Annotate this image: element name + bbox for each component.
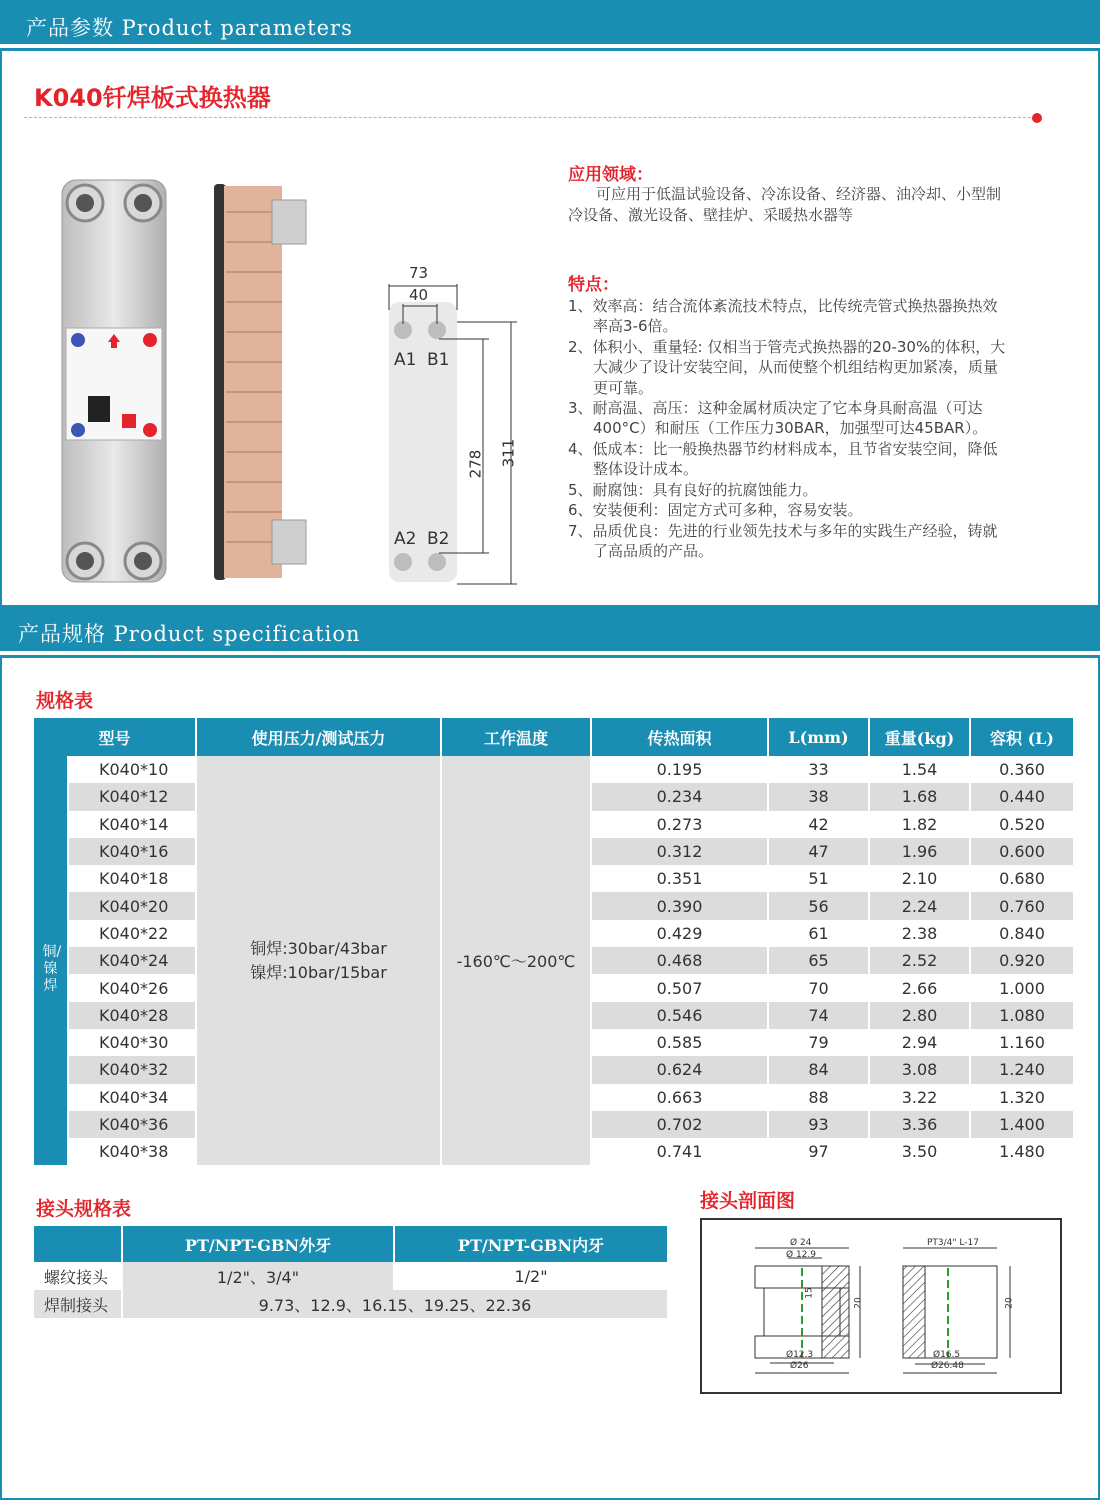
weight-cell: 2.52 [869,947,970,974]
product-title: K040钎焊板式换热器 [34,84,271,112]
feature-line: 整体设计成本。 [593,460,699,478]
model-cell: K040*18 [68,865,196,892]
application-line-2: 冷设备、激光设备、壁挂炉、采暖热水器等 [568,206,854,224]
weight-cell: 2.80 [869,1002,970,1029]
spec-table [34,718,1073,1165]
volume-cell: 1.160 [999,1033,1045,1053]
volume-cell: 0.600 [970,838,1073,865]
length-cell: 93 [768,1111,869,1138]
volume-cell: 0.680 [999,869,1045,889]
feature-line: 大减少了设计安装空间，从而使整个机组结构更加紧凑，质量 [593,358,999,376]
feature-line: 5、耐腐蚀：具有良好的抗腐蚀能力。 [568,481,818,499]
length-cell: 70 [768,974,869,1001]
weight-cell: 2.38 [869,920,970,947]
volume-cell: 0.920 [970,947,1073,974]
length-cell: 88 [768,1084,869,1111]
table-row [34,1262,667,1290]
volume-cell: 1.400 [970,1111,1073,1138]
area-cell: 0.585 [591,1029,768,1056]
length-cell: 56 [768,892,869,919]
area-cell: 0.351 [591,865,768,892]
section-header-parameters [0,0,1100,44]
conn-cell: 1/2"、3/4" [122,1262,394,1290]
weight-cell: 1.54 [869,756,970,783]
section-title: 产品参数 Product parameters [26,16,353,40]
model-cell: K040*12 [68,783,196,810]
length-cell: 38 [768,783,869,810]
conn-row-label: 螺纹接头 [34,1262,122,1290]
area-cell: 0.429 [591,920,768,947]
conn-col-male: PT/NPT-GBN外牙 [122,1226,394,1262]
sd-right-d-bottom1: Ø16.5 [933,1350,961,1360]
sd-right-d-bottom2: Ø26.48 [931,1361,964,1371]
model-cell: K040*32 [68,1056,196,1083]
dim-inner-height: 278 [466,449,485,479]
sd-left-d-outer: Ø 24 [790,1238,812,1248]
length-cell: 42 [768,811,869,838]
length-cell: 51 [768,865,869,892]
port-label-a1: A1 [394,350,417,370]
area-cell: 0.468 [591,947,768,974]
feature-line: 3、耐高温、高压：这种金属材质决定了它本身具耐高温（可达 [568,399,983,417]
conn-cell: 1/2" [394,1262,667,1290]
features-heading: 特点： [568,275,619,295]
area-cell: 0.741 [591,1138,768,1165]
area-cell: 0.234 [591,783,768,810]
conn-col-female: PT/NPT-GBN内牙 [394,1226,667,1262]
connector-table [34,1226,667,1318]
feature-line: 6、安装便利：固定方式可多种，容易安装。 [568,501,863,519]
weight-cell: 3.22 [869,1084,970,1111]
weight-cell: 2.94 [869,1029,970,1056]
area-cell: 0.546 [591,1002,768,1029]
col-temperature: 工作温度 [441,718,591,756]
title-dotted-rule [24,117,1036,118]
port-label-b2: B2 [427,529,450,549]
col-length: L(mm) [768,718,869,756]
volume-cell: 1.240 [970,1056,1073,1083]
model-cell: K040*26 [68,974,196,1001]
area-cell: 0.624 [591,1056,768,1083]
group-label: 铜/镍焊 [42,943,62,994]
group-label-cell [34,756,68,1029]
connector-heading: 接头规格表 [36,1198,132,1220]
pressure-cell [196,756,441,1165]
model-cell: K040*38 [68,1138,196,1165]
area-cell: 0.702 [591,1111,768,1138]
dim-outer-height: 311 [499,438,518,468]
volume-cell: 0.440 [970,783,1073,810]
col-model: 型号 [34,718,196,756]
port-label-a2: A2 [394,529,417,549]
length-cell: 74 [768,1002,869,1029]
length-cell: 84 [768,1056,869,1083]
col-pressure: 使用压力/测试压力 [196,718,441,756]
weight-cell: 1.82 [869,811,970,838]
col-volume: 容积 (L) [970,718,1073,756]
area-cell: 0.312 [591,838,768,865]
weight-cell: 3.08 [869,1056,970,1083]
model-cell: K040*22 [68,920,196,947]
volume-cell: 1.320 [999,1087,1045,1107]
length-cell: 97 [768,1138,869,1165]
area-cell: 0.663 [591,1084,768,1111]
product-front-photo [58,178,170,586]
sd-right-thread: PT3/4" L-17 [927,1238,979,1248]
sd-left-d-bottom1: Ø12.3 [786,1350,814,1360]
model-cell: K040*34 [68,1084,196,1111]
feature-line: 1、效率高：结合流体紊流技术特点，比传统壳管式换热器换热效 [568,297,998,315]
model-cell: K040*14 [68,811,196,838]
sd-left-h2: 20 [853,1297,864,1309]
model-cell: K040*24 [68,947,196,974]
model-cell: K040*28 [68,1002,196,1029]
table-row [34,1290,667,1318]
group-label-cell [34,1029,68,1165]
volume-cell: 0.840 [999,923,1045,943]
volume-cell: 1.080 [970,1002,1073,1029]
weight-cell: 3.36 [869,1111,970,1138]
weight-cell: 2.24 [869,892,970,919]
product-side-photo [212,182,312,584]
pressure-line: 铜焊:30bar/43bar [250,938,387,958]
length-cell: 33 [768,756,869,783]
area-cell: 0.390 [591,892,768,919]
col-weight: 重量(kg) [869,718,970,756]
sd-left-h1: 15 [804,1287,815,1299]
section-header-specification [0,607,1100,651]
area-cell: 0.507 [591,974,768,1001]
section-drawing-heading: 接头剖面图 [700,1190,796,1212]
table-row [34,756,1073,783]
model-cell: K040*20 [68,892,196,919]
application-line-1: 可应用于低温试验设备、冷冻设备、经济器、油冷却、小型制 [596,185,1002,203]
weight-cell: 2.10 [869,865,970,892]
title-rule-dot [1032,113,1042,123]
dim-inner-width: 40 [409,286,429,304]
volume-cell: 0.360 [999,760,1045,780]
model-cell: K040*16 [68,838,196,865]
col-area: 传热面积 [591,718,768,756]
section-title: 产品规格 Product specification [18,622,361,646]
volume-cell: 0.760 [970,892,1073,919]
application-heading: 应用领域： [568,165,653,185]
feature-line: 400°C）和耐压（工作压力30BAR，加强型可达45BAR）。 [593,419,988,437]
sd-left-d-bottom2: Ø26 [790,1361,809,1371]
conn-col-blank [34,1226,122,1262]
volume-cell: 0.520 [999,814,1045,834]
sd-left-d-inner: Ø 12.9 [786,1250,816,1260]
feature-line: 2、体积小、重量轻: 仅相当于管壳式换热器的20-30%的体积，大 [568,338,1006,356]
volume-cell: 1.000 [999,978,1045,998]
feature-line: 4、低成本：比一般换热器节约材料成本，且节省安装空间，降低 [568,440,998,458]
length-cell: 61 [768,920,869,947]
temperature-cell: -160℃～200℃ [441,756,591,1165]
feature-line: 率高3-6倍。 [593,317,678,335]
weight-cell: 2.66 [869,974,970,1001]
dim-outer-width: 73 [409,264,429,282]
pressure-line: 镍焊:10bar/15bar [250,962,387,982]
length-cell: 79 [768,1029,869,1056]
feature-line: 更可靠。 [593,379,654,397]
model-cell: K040*10 [68,756,196,783]
volume-cell: 1.480 [999,1142,1045,1162]
conn-row-label: 焊制接头 [34,1290,122,1318]
sd-right-h: 20 [1004,1297,1015,1309]
model-cell: K040*30 [68,1029,196,1056]
port-label-b1: B1 [427,350,450,370]
conn-cell: 9.73、12.9、16.15、19.25、22.36 [122,1290,667,1318]
length-cell: 47 [768,838,869,865]
area-cell: 0.273 [591,811,768,838]
feature-line: 7、品质优良：先进的行业领先技术与多年的实践生产经验，铸就 [568,522,998,540]
length-cell: 65 [768,947,869,974]
weight-cell: 1.68 [869,783,970,810]
spec-heading: 规格表 [36,690,94,712]
weight-cell: 3.50 [869,1138,970,1165]
area-cell: 0.195 [591,756,768,783]
model-cell: K040*36 [68,1111,196,1138]
feature-line: 了高品质的产品。 [593,542,714,560]
weight-cell: 1.96 [869,838,970,865]
